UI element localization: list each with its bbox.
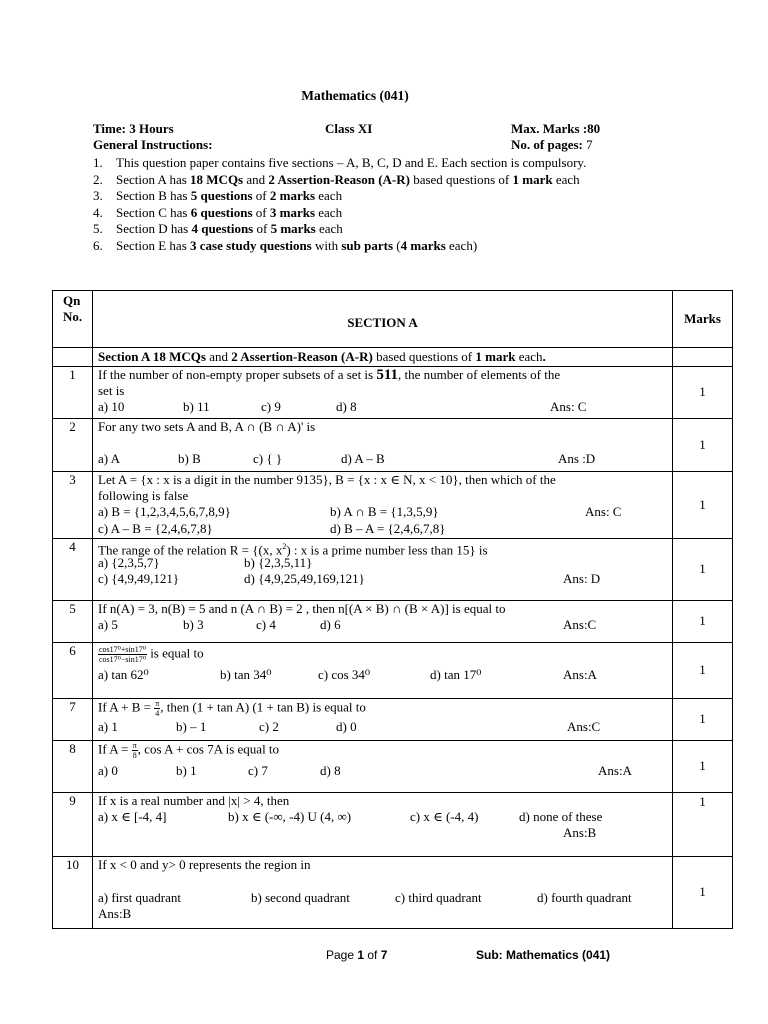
option-c: c) cos 34⁰ (318, 667, 371, 682)
pages-info: No. of pages: 7 (511, 137, 593, 152)
question-body: If the number of non-empty proper subsets of a set is 511, the number of elements of the set is a) 10 b) 11 c) 9 d) 8 Ans: C (93, 367, 673, 419)
question-body: $\frac{\text{cos17⁰+sin17⁰}}{\text{cos17⁰−sin17⁰}}$ is equal to a) tan 62⁰ b) tan 34⁰ c) cos 34⁰ d) tan 17⁰ Ans:A (93, 643, 673, 699)
fraction: $\frac{\pi}{4}$ (155, 699, 160, 718)
question-number: 8 (53, 741, 93, 793)
answer: Ans:B (98, 906, 132, 922)
section-header: SECTION A (93, 291, 673, 348)
instruction-item: 5. Section D has 4 questions of 5 marks each (93, 221, 343, 237)
answer: Ans: C (585, 504, 622, 520)
option-d: d) 0 (336, 719, 357, 734)
option-d: d) tan 17⁰ (430, 667, 482, 682)
question-number: 7 (53, 699, 93, 741)
option-d: d) 8 (336, 399, 357, 415)
question-number: 2 (53, 419, 93, 472)
footer-subject: Sub: Mathematics (041) (476, 948, 611, 962)
option-a: a) A (98, 451, 121, 467)
question-mark: 1 (673, 643, 733, 699)
option-c: c) {4,9,49,121} (98, 571, 180, 587)
empty-cell (53, 348, 93, 367)
option-d: d) none of these (519, 809, 603, 825)
question-number: 1 (53, 367, 93, 419)
marks-header: Marks (673, 291, 733, 348)
option-b: b) 3 (183, 617, 204, 633)
answer: Ans:B (563, 825, 597, 841)
question-number: 3 (53, 472, 93, 539)
table-row (53, 367, 733, 419)
option-a: a) tan 62⁰ (98, 667, 149, 682)
option-b: b) second quadrant (251, 890, 350, 906)
empty-cell (673, 348, 733, 367)
answer: Ans:C (563, 617, 597, 633)
option-c: c) 4 (256, 617, 276, 633)
page-indicator: Page 1 of 7 (326, 948, 388, 962)
option-d: d) fourth quadrant (537, 890, 632, 906)
option-b: b) tan 34⁰ (220, 667, 272, 682)
option-c: c) 9 (261, 399, 281, 415)
option-c: c) 7 (248, 763, 268, 778)
fraction: $\frac{\text{cos17⁰+sin17⁰}}{\text{cos17⁰−sin17⁰}}$ (99, 645, 146, 664)
option-b: b) B (178, 451, 201, 467)
question-mark: 1 (673, 472, 733, 539)
option-a: a) first quadrant (98, 890, 182, 906)
section-note-row (53, 348, 733, 367)
general-instructions-label: General Instructions: (93, 137, 213, 152)
question-body: If A + B = $\frac{\pi}{4}$ , then (1 + tan A) (1 + tan B) is equal to a) 1 b) – 1 c) 2 d) 0 Ans:C (93, 699, 673, 741)
table-row (53, 539, 733, 601)
option-b: b) – 1 (176, 719, 207, 734)
table-row (53, 699, 733, 741)
question-mark: 1 (673, 601, 733, 643)
question-body: Let A = {x : x is a digit in the number 9135}, B = {x : x ∈ N, x < 10}, then which of the following is false a) B = {1,2,3,4,5,6,7,8,9} b) A ∩ B = {1,3,5,9} Ans: C c) A – B = {2,4,6,7,8} d) B – A = {2,4,6,7,8} (93, 472, 673, 539)
meta-row-2 (93, 137, 693, 153)
table-row (53, 419, 733, 472)
answer: Ans :D (558, 451, 596, 467)
option-a: a) B = {1,2,3,4,5,6,7,8,9} (98, 504, 231, 520)
instruction-item: 3. Section B has 5 questions of 2 marks each (93, 188, 343, 204)
table-row (53, 643, 733, 699)
option-b: b) x ∈ (-∞, -4) U (4, ∞) (228, 809, 352, 825)
question-body: If x < 0 and y> 0 represents the region in a) first quadrant b) second quadrant c) third quadrant d) fourth quadrant Ans:B (93, 857, 673, 929)
option-d: d) {4,9,25,49,169,121} (244, 571, 365, 587)
question-mark: 1 (673, 699, 733, 741)
option-b: b) A ∩ B = {1,3,5,9} (330, 504, 439, 520)
option-d: d) 8 (320, 763, 341, 778)
instruction-item: 2. Section A has 18 MCQs and 2 Assertion-Reason (A-R) based questions of 1 mark each (93, 171, 580, 187)
instruction-item: 4. Section C has 6 questions of 3 marks each (93, 204, 343, 220)
option-c: c) third quadrant (395, 890, 482, 906)
option-a: a) {2,3,5,7} (98, 555, 160, 571)
option-b: b) 11 (183, 399, 210, 415)
answer: Ans: C (550, 399, 587, 415)
time-label: Time: 3 Hours (93, 121, 174, 136)
question-mark: 1 (673, 539, 733, 601)
answer: Ans:C (567, 719, 601, 734)
answer: Ans: D (563, 571, 601, 587)
table-row (53, 857, 733, 929)
question-mark: 1 (673, 367, 733, 419)
table-header-row (53, 291, 733, 348)
instruction-item: 1. This question paper contains five sections – A, B, C, D and E. Each section is compulsory. (93, 155, 587, 170)
question-number: 6 (53, 643, 93, 699)
qn-header: Qn No. (53, 291, 93, 348)
class-label: Class XI (325, 121, 373, 136)
option-d: d) A – B (341, 451, 385, 467)
question-number: 5 (53, 601, 93, 643)
option-a: a) 0 (98, 763, 118, 778)
option-a: a) 1 (98, 719, 118, 734)
option-d: d) 6 (320, 617, 341, 633)
option-a: a) 5 (98, 617, 118, 633)
question-mark: 1 (673, 741, 733, 793)
option-d: d) B – A = {2,4,6,7,8} (330, 520, 446, 536)
question-body: If A = $\frac{\pi}{8}$ , cos A + cos 7A is equal to a) 0 b) 1 c) 7 d) 8 Ans:A (93, 741, 673, 793)
paper-title: Mathematics (041) (301, 88, 409, 103)
option-c: c) A – B = {2,4,6,7,8} (98, 520, 213, 536)
question-mark: 1 (673, 857, 733, 929)
question-body: For any two sets A and B, A ∩ (B ∩ A)' is a) A b) B c) { } d) A – B Ans :D (93, 419, 673, 472)
option-a: a) x ∈ [-4, 4] (98, 809, 167, 825)
question-number: 10 (53, 857, 93, 929)
question-body: If x is a real number and |x| > 4, then a) x ∈ [-4, 4] b) x ∈ (-∞, -4) U (4, ∞) c) x ∈ (-4, 4) d) none of these Ans:B (93, 793, 673, 857)
question-number: 9 (53, 793, 93, 857)
instruction-item: 6. Section E has 3 case study questions with sub parts (4 marks each) (93, 237, 478, 253)
answer: Ans:A (563, 667, 597, 682)
meta-row (93, 121, 693, 137)
question-number: 4 (53, 539, 93, 601)
question-table (52, 290, 733, 929)
option-b: b) {2,3,5,11} (244, 555, 313, 571)
question-mark: 1 (673, 419, 733, 472)
section-note: Section A 18 MCQs and 2 Assertion-Reason (A-R) based questions of 1 mark each. (93, 348, 673, 367)
question-body: If n(A) = 3, n(B) = 5 and n (A ∩ B) = 2 , then n[(A × B) ∩ (B × A)] is equal to a) 5 b) 3 c) 4 d) 6 Ans:C (93, 601, 673, 643)
answer: Ans:A (598, 763, 632, 778)
table-row (53, 741, 733, 793)
fraction: $\frac{\pi}{8}$ (132, 741, 137, 760)
table-row (53, 793, 733, 857)
option-c: c) 2 (259, 719, 279, 734)
question-mark: 1 (673, 793, 733, 857)
instructions-list (93, 155, 713, 255)
option-c: c) x ∈ (-4, 4) (410, 809, 479, 825)
option-c: c) { } (253, 451, 283, 467)
question-body: The range of the relation R = {(x, $x^2$) : x is a prime number less than 15} is a) {2,3,5,7} b) {2,3,5,11} c) {4,9,49,121} d) {4,9,25,49,169,121} Ans: D (93, 539, 673, 601)
max-marks-label: Max. Marks :80 (511, 121, 601, 136)
table-row (53, 472, 733, 539)
table-row (53, 601, 733, 643)
option-a: a) 10 (98, 399, 125, 415)
option-b: b) 1 (176, 763, 197, 778)
